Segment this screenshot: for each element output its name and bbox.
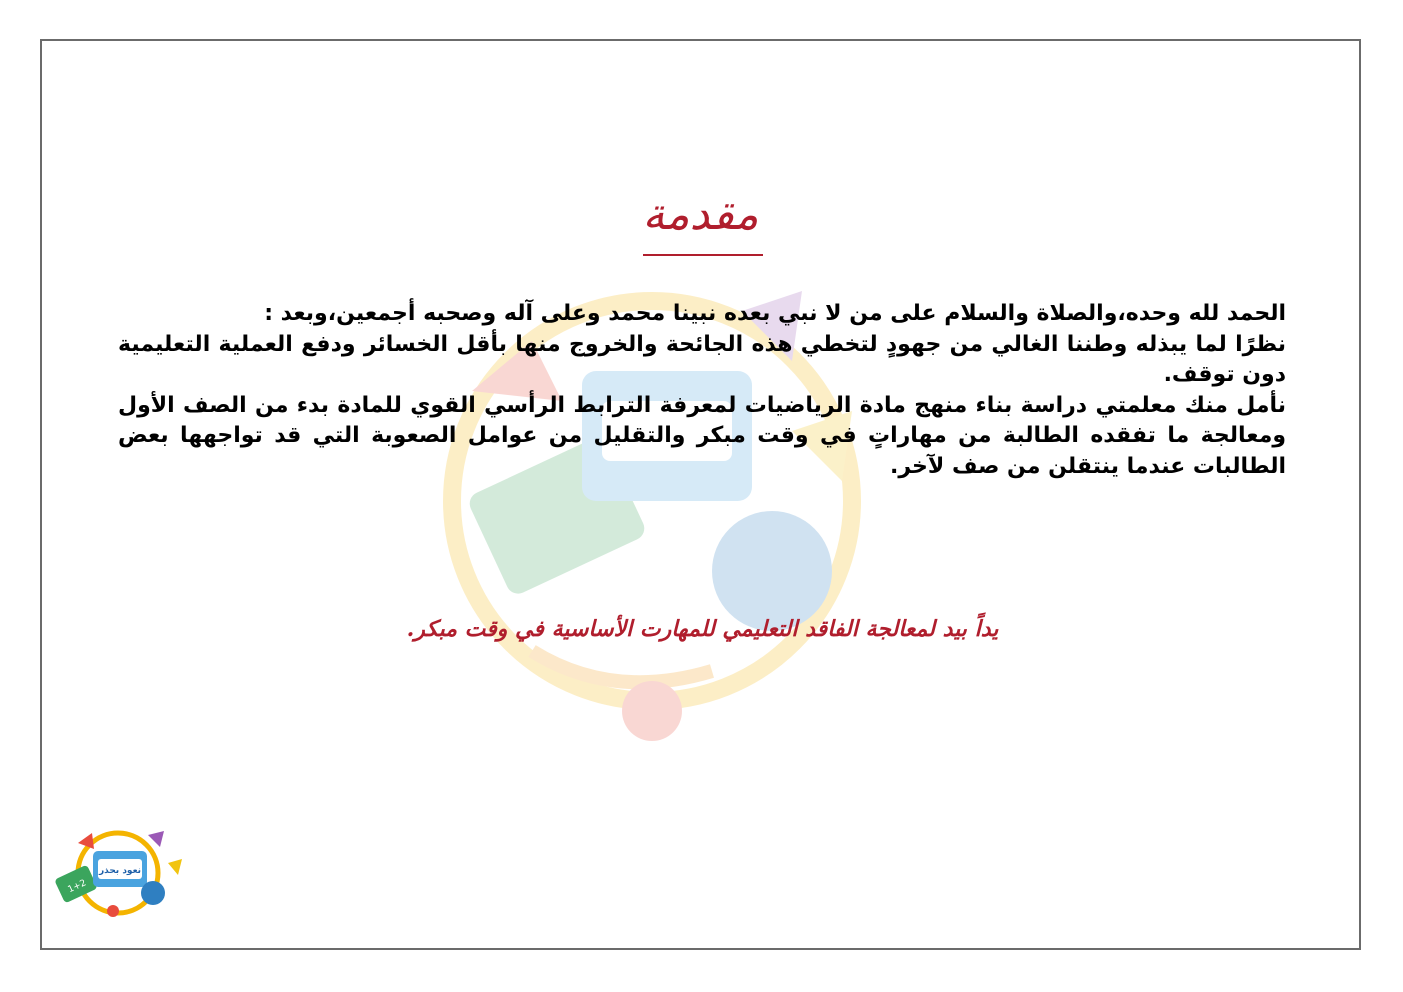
page-title: مقدمة — [642, 189, 759, 240]
paragraph: نظرًا لما يبذله وطننا الغالي من جهودٍ لتخطي هذه الجائحة والخروج منها بأقل الخسائر ودفع العملية التعليمية دون توقف. — [118, 331, 1286, 387]
body-text — [118, 299, 1286, 482]
logo-icon — [48, 823, 188, 923]
title-underline — [643, 254, 763, 256]
logo-text: نعود بحذر — [98, 866, 142, 876]
paragraph: الحمد لله وحده،والصلاة والسلام على من لا نبي بعده نبينا محمد وعلى آله وصحبه أجمعين،وبعد : — [264, 301, 1286, 326]
document-page — [40, 39, 1361, 950]
paragraph: نأمل منك معلمتي دراسة بناء منهج مادة الرياضيات لمعرفة الترابط الرأسي القوي للمادة بدء من الصف الأول ومعالجة ما تفقده الطالبة من مهاراتٍ في وقت مبكر والتقليل من عوامل الصعوبة التي قد تواجهها بعض الطالبات عندما ينتقلن من صف لآخر. — [118, 392, 1286, 479]
slogan: يداً بيد لمعالجة الفاقد التعليمي للمهارت الأساسية في وقت مبكر. — [406, 616, 999, 642]
logo-badge: 1+2 — [66, 878, 88, 896]
